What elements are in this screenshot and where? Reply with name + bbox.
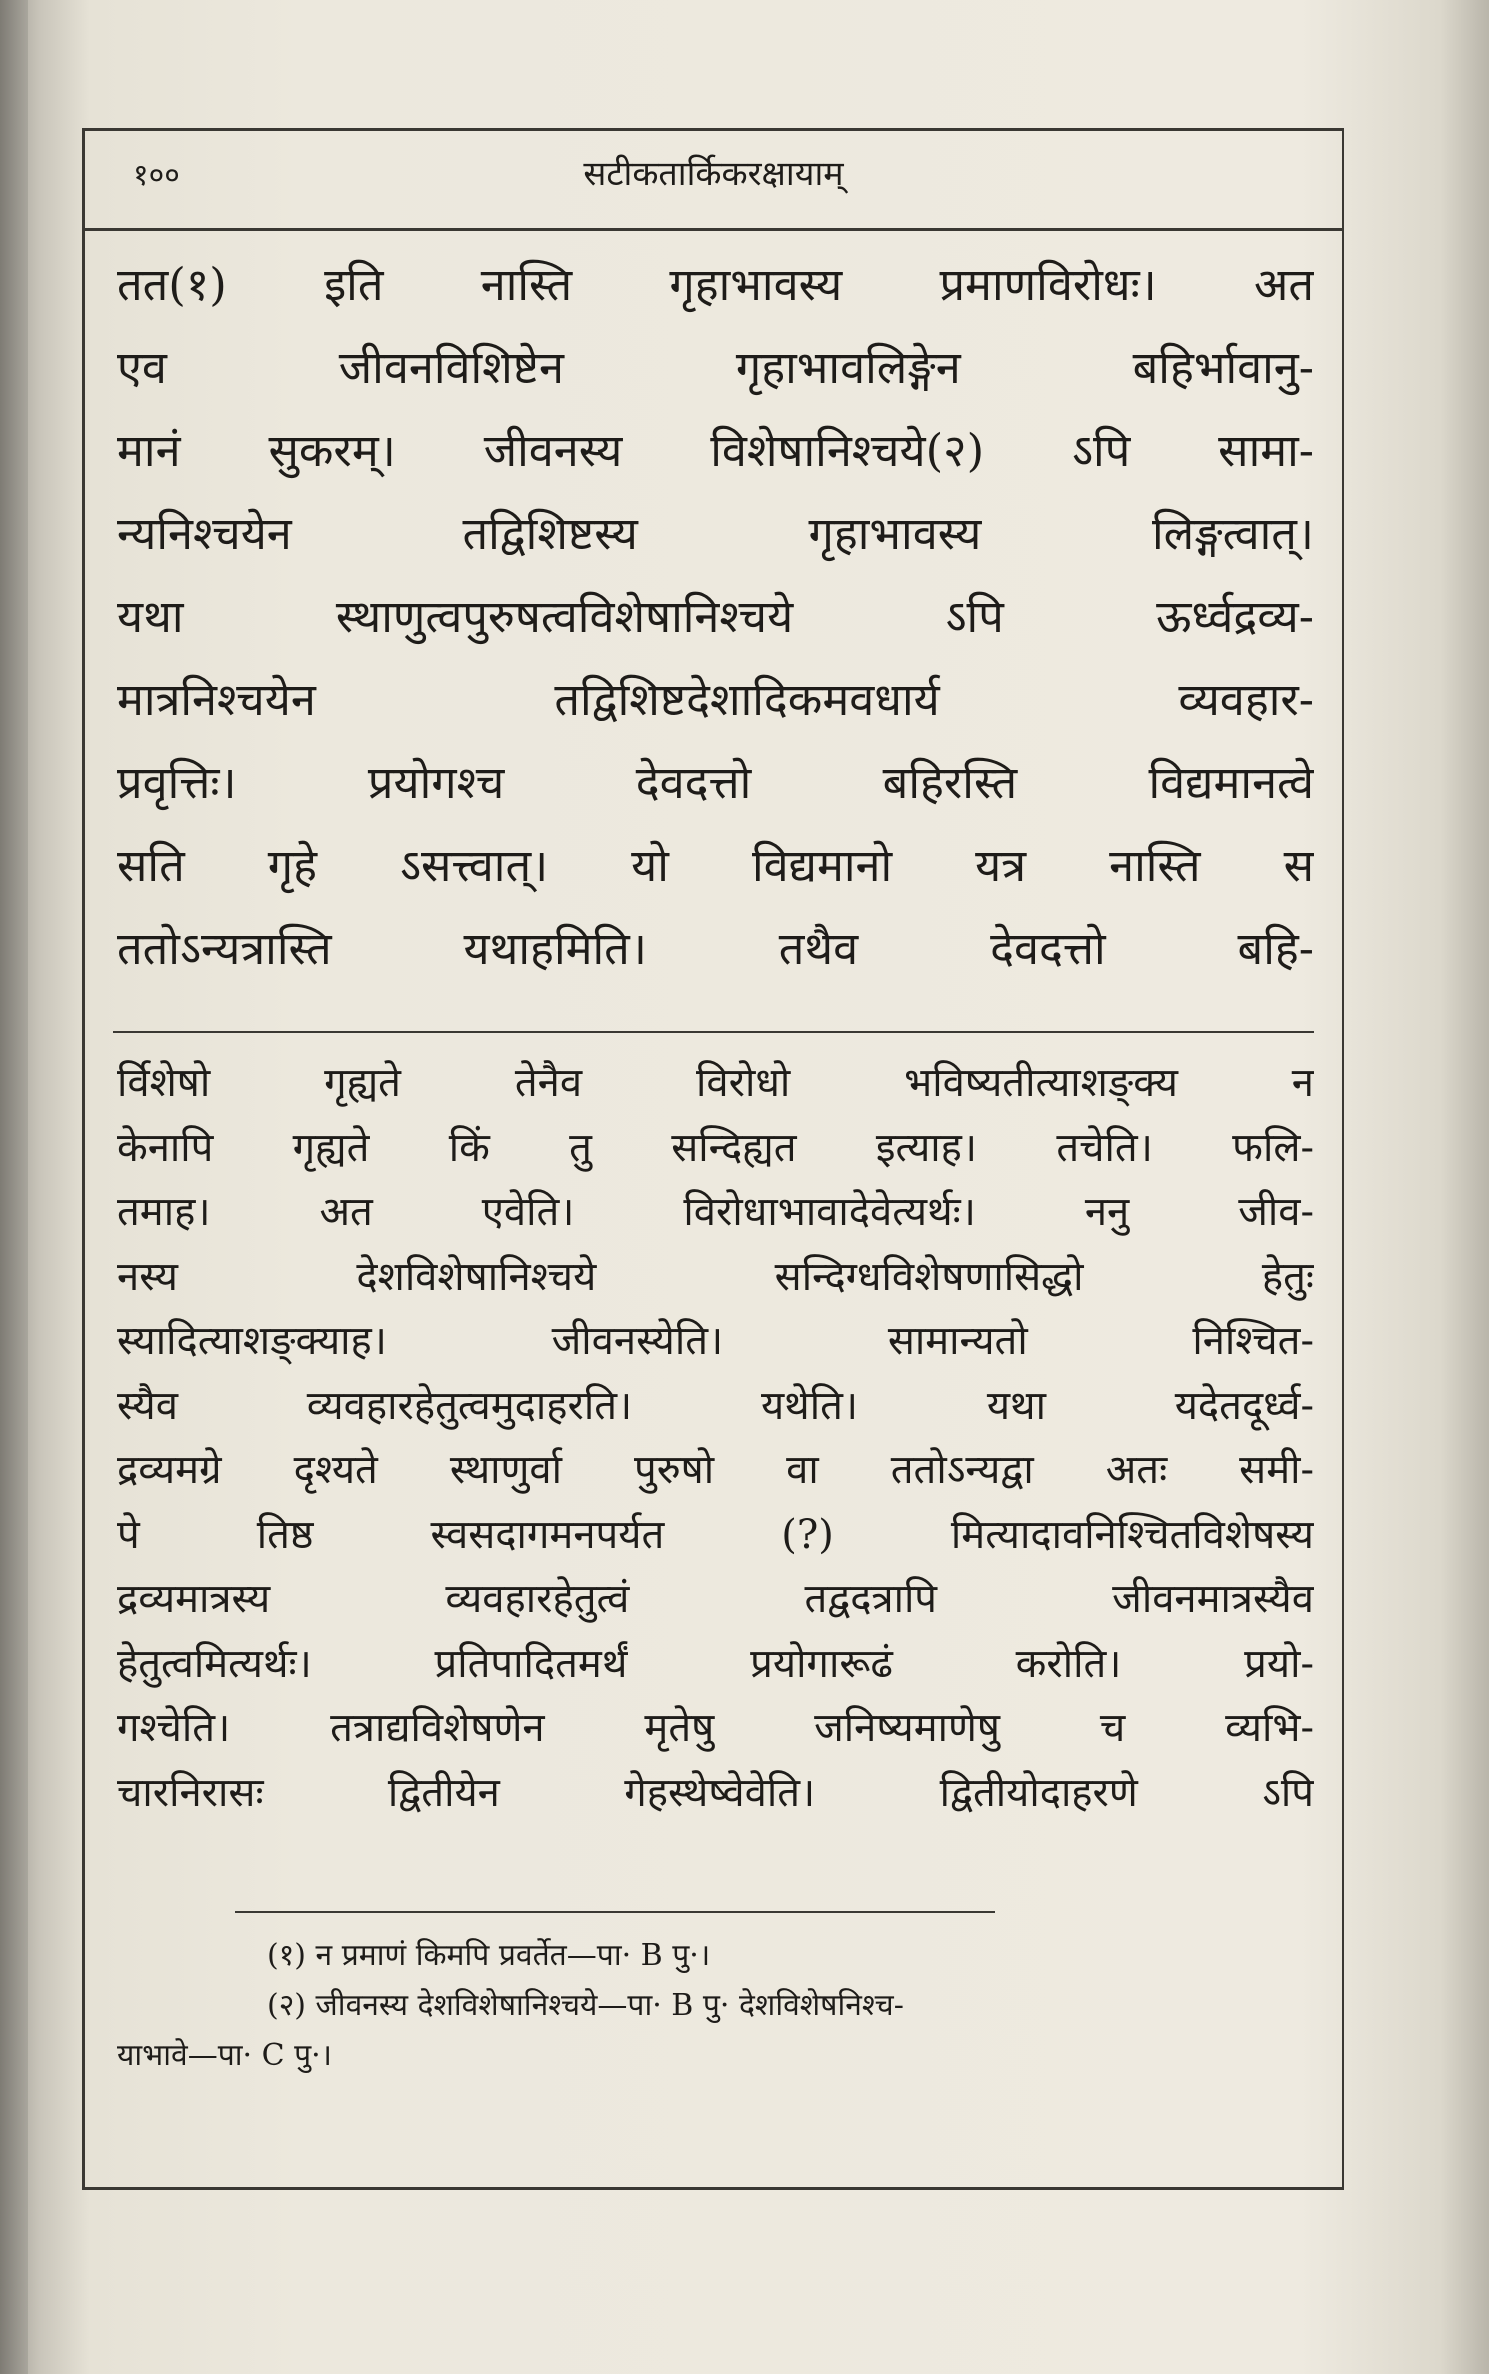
commentary-line: र्विशेषो गृह्यते तेनैव विरोधो भविष्यतीत्याशङ्क्य न — [117, 1060, 1314, 1106]
commentary-line: गश्चेति। तत्राद्यविशेषणेन मृतेषु जनिष्यमाणेषु च व्यभि- — [117, 1705, 1314, 1751]
section-divider — [113, 1031, 1314, 1033]
commentary-line: चारनिरासः द्वितीयेन गेहस्थेष्वेवेति। द्वितीयोदाहरणे ऽपि — [117, 1769, 1314, 1816]
footnotes — [117, 1931, 1314, 2081]
main-text-line: मात्रनिश्चयेन तद्विशिष्टदेशादिकमवधार्य व्यवहार- — [117, 673, 1314, 726]
footnote-2: (२) जीवनस्य देशविशेषानिश्चये—पा· B पु· देशविशेषनिश्च- — [267, 1988, 904, 2023]
page-number: १०० — [133, 158, 180, 193]
commentary-line: हेतुत्वमित्यर्थः। प्रतिपादितमर्थं प्रयोगारूढं करोति। प्रयो- — [117, 1640, 1314, 1687]
page-frame — [82, 128, 1344, 2190]
main-text — [117, 243, 1314, 990]
commentary-line: स्यैव व्यवहारहेतुत्वमुदाहरति। यथेति। यथा यदेतदूर्ध्व- — [117, 1382, 1314, 1429]
main-text-line: प्रवृत्तिः। प्रयोगश्च देवदत्तो बहिरस्ति विद्यमानत्वे — [117, 756, 1314, 809]
main-text-line: न्यनिश्चयेन तद्विशिष्टस्य गृहाभावस्य लिङ्गत्वात्। — [117, 507, 1314, 560]
commentary-line: द्रव्यमात्रस्य व्यवहारहेतुत्वं तद्वदत्रापि जीवनमात्रस्यैव — [117, 1576, 1314, 1622]
footnote-2-continued: याभावे—पा· C पु·। — [117, 2038, 333, 2073]
main-text-line: मानं सुकरम्। जीवनस्य विशेषानिश्चये(२) ऽपि सामा- — [117, 424, 1314, 477]
commentary-line: पे तिष्ठ स्वसदागमनपर्यत (?) मित्यादावनिश्चितविशेषस्य — [117, 1511, 1314, 1558]
book-spine-shadow — [0, 0, 28, 2374]
page-header — [85, 131, 1342, 231]
main-text-line: ततोऽन्यत्रास्ति यथाहमिति। तथैव देवदत्तो बहि- — [117, 922, 1314, 975]
main-text-line: सति गृहे ऽसत्त्वात्। यो विद्यमानो यत्र नास्ति स — [117, 839, 1314, 892]
commentary-text — [117, 1051, 1314, 1825]
commentary-line: केनापि गृह्यते किं तु सन्दिह्यत इत्याह। तचेति। फलि- — [117, 1124, 1314, 1171]
commentary-line: स्यादित्याशङ्क्याह। जीवनस्येति। सामान्यतो निश्चित- — [117, 1318, 1314, 1364]
commentary-line: तमाह। अत एवेति। विरोधाभावादेवेत्यर्थः। ननु जीव- — [117, 1189, 1314, 1235]
commentary-line: द्रव्यमग्रे दृश्यते स्थाणुर्वा पुरुषो वा ततोऽन्यद्वा अतः समी- — [117, 1447, 1314, 1493]
main-text-line: एव जीवनविशिष्टेन गृहाभावलिङ्गेन बहिर्भावानु- — [117, 341, 1314, 394]
main-text-line: तत(१) इति नास्ति गृहाभावस्य प्रमाणविरोधः। अत — [117, 258, 1314, 311]
main-text-line: यथा स्थाणुत्वपुरुषत्वविशेषानिश्चये ऽपि ऊर्ध्वद्रव्य- — [117, 590, 1314, 643]
footnote-1: (१) न प्रमाणं किमपि प्रवर्तेत—पा· B पु·। — [267, 1938, 711, 1973]
running-title: सटीकतार्किकरक्षायाम् — [583, 154, 844, 194]
commentary-line: नस्य देशविशेषानिश्चये सन्दिग्धविशेषणासिद्धो हेतुः — [117, 1253, 1314, 1300]
footnote-divider — [235, 1911, 995, 1913]
